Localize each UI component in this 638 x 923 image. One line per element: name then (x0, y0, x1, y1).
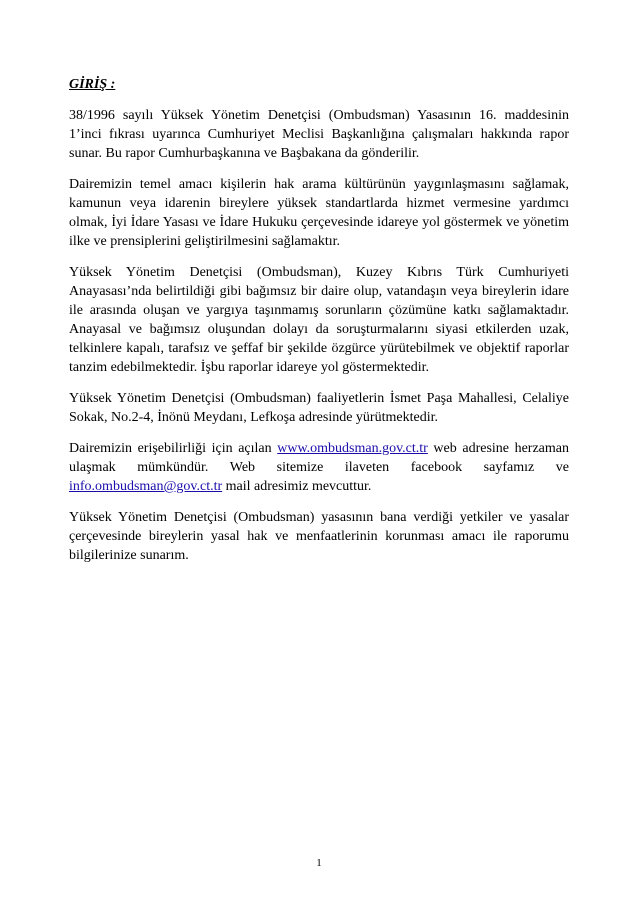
email-link[interactable]: info.ombudsman@gov.ct.tr (69, 479, 223, 494)
website-link[interactable]: www.ombudsman.gov.ct.tr (277, 441, 428, 456)
document-body (69, 76, 569, 577)
paragraph-main-purpose: Dairemizin temel amacı kişilerin hak arama kültürünün yaygınlaşmasını sağlamak, kamunun veya idarenin bireylere yüksek standartlarda hizmet vermesine yardımcı olmak, İyi İdare Yasası ve İdare Hukuku çerçevesinde idareye yol göstermek ve yönetim ilke ve prensiplerini geliştirilmesini sağlamaktır. (69, 177, 569, 249)
contact-text-after-email: mail adresimiz mevcuttur. (222, 479, 372, 494)
page-number: 1 (316, 857, 322, 869)
paragraph-independence: Yüksek Yönetim Denetçisi (Ombudsman), Kuzey Kıbrıs Türk Cumhuriyeti Anayasası’nda belirtildiği gibi bağımsız bir daire olup, vatandaşın veya bireylerin idare ile arasında oluşan ve yargıya taşınmamış sorunların çözümüne katkı sağlamaktadır. Anayasal ve bağımsız oluşundan dolayı da soruşturmalarını siyasi etkilerden uzak, telkinlere kapalı, tarafsız ve şeffaf bir şekilde özgürce yürütebilmek ve objektif raporlar tanzim edebilmektedir. İşbu raporlar idareye yol göstermektedir. (69, 265, 569, 375)
paragraph-contact (69, 439, 569, 496)
paragraph-closing: Yüksek Yönetim Denetçisi (Ombudsman) yasasının bana verdiği yetkiler ve yasalar çerçevesinde bireylerin yasal hak ve menfaatlerinin korunması amacı ile raporumu bilgilerinize sunarım. (69, 510, 569, 563)
paragraph-legal-basis: 38/1996 sayılı Yüksek Yönetim Denetçisi (Ombudsman) Yasasının 16. maddesinin 1’inci fıkrası uyarınca Cumhuriyet Meclisi Başkanlığına çalışmaları hakkında rapor sunar. Bu rapor Cumhurbaşkanına ve Başbakana da gönderilir. (69, 108, 569, 161)
contact-text-after-web: web adresine herzaman ulaşmak mümkündür. Web sitemize ilaveten facebook sayfamız ve (69, 441, 569, 475)
paragraph-address: Yüksek Yönetim Denetçisi (Ombudsman) faaliyetlerin İsmet Paşa Mahallesi, Celaliye Sokak, No.2-4, İnönü Meydanı, Lefkoşa adresinde yürütmektedir. (69, 391, 569, 425)
contact-text-before-web: Dairemizin erişebilirliği için açılan (69, 441, 278, 456)
section-heading: GİRİŞ : (69, 77, 116, 92)
